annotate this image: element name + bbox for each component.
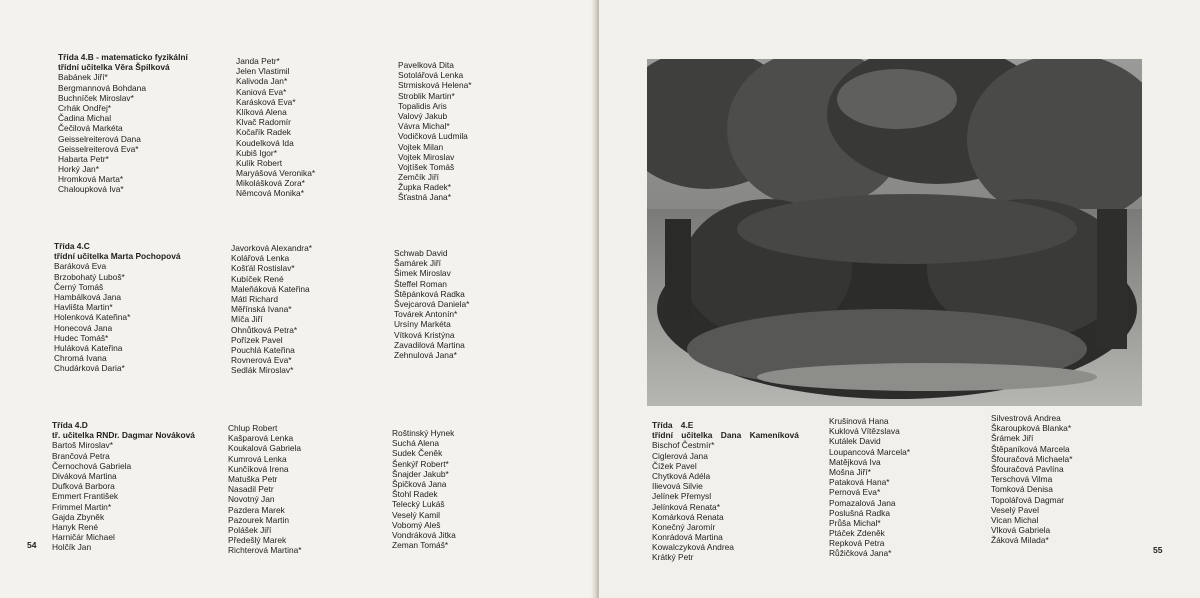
- list-item: Hanyk René: [52, 521, 99, 532]
- list-item: Bartoš Miroslav*: [52, 440, 113, 451]
- list-item: Šnajder Jakub*: [392, 468, 449, 479]
- class-b-column-1: [58, 52, 188, 195]
- list-item: Dufková Barbora: [52, 481, 115, 492]
- list-item: Továrek Antonín*: [394, 309, 458, 320]
- list-item: Župka Radek*: [398, 182, 452, 193]
- list-item: Janda Petr*: [236, 56, 280, 66]
- list-item: Špičková Jana: [392, 478, 447, 489]
- list-item: Krušinová Hana: [829, 416, 889, 426]
- list-item: Kubíček René: [231, 273, 284, 284]
- list-item: Vlková Gabriela: [991, 525, 1051, 536]
- list-item: Roštinský Hynek: [392, 428, 455, 438]
- list-item: Vobomý Aleš: [392, 519, 441, 530]
- list-item: Čížek Pavel: [652, 460, 697, 471]
- list-item: Němcová Monika*: [236, 188, 304, 199]
- list-item: Habarta Petr*: [58, 153, 109, 164]
- list-item: Chromá Ivana: [54, 353, 107, 364]
- list-item: Koukalová Gabriela: [228, 443, 302, 454]
- list-item: Pomazalová Jana: [829, 497, 896, 508]
- list-item: Šrámek Jiří: [991, 433, 1034, 444]
- list-item: Sudek Čeněk: [392, 448, 443, 459]
- list-item: Vodičková Ludmila: [398, 131, 468, 142]
- list-item: Horký Jan*: [58, 164, 99, 175]
- list-item: Šteffel Roman: [394, 278, 447, 289]
- list-item: Bischof Čestmír*: [652, 440, 715, 451]
- list-item: Štohl Radek: [392, 489, 438, 500]
- list-item: Klvač Radomír: [236, 117, 291, 128]
- list-item: Buchníček Miroslav*: [58, 92, 134, 103]
- list-item: Telecký Lukáš: [392, 499, 445, 510]
- list-item: Huláková Kateřina: [54, 342, 123, 353]
- class-e-column-1: [652, 420, 799, 563]
- list-item: Chytková Adéla: [652, 470, 711, 481]
- list-item: Chaloupková Iva*: [58, 184, 124, 195]
- list-item: Pataková Hana*: [829, 477, 890, 488]
- list-item: Terschová Vilma: [991, 474, 1053, 485]
- list-item: Sotolářová Lenka: [398, 70, 464, 81]
- list-item: Polášek Jiří: [228, 524, 272, 535]
- list-item: Šfouračová Michaela*: [991, 453, 1073, 464]
- list-item: Koudelková Ida: [236, 137, 294, 148]
- list-item: Loupancová Marcela*: [829, 446, 911, 457]
- list-item: Zavadilová Martina: [394, 339, 465, 350]
- list-item: Kašparová Lenka: [228, 433, 294, 444]
- list-item: Pazourek Martin: [228, 514, 289, 525]
- list-item: Pazdera Marek: [228, 504, 285, 515]
- class-c-column-1: [54, 241, 181, 373]
- list-item: Topalidis Aris: [398, 100, 447, 111]
- list-item: Richterová Martina*: [228, 545, 302, 556]
- list-item: Holčík Jan: [52, 542, 92, 553]
- list-item: Suchá Alena: [392, 438, 440, 449]
- list-item: Žáková Milada*: [991, 535, 1049, 546]
- class-e-heading: Třída 4.E: [652, 420, 694, 430]
- list-item: Vojtek Miroslav: [398, 151, 455, 162]
- list-item: Topolářová Dagmar: [991, 494, 1065, 505]
- list-item: Geisselreiterová Eva*: [58, 143, 139, 154]
- list-item: Černochová Gabriela: [52, 460, 132, 471]
- list-item: Čadina Michal: [58, 113, 112, 124]
- list-item: Krátký Petr: [652, 552, 694, 563]
- list-item: Crhák Ondřej*: [58, 102, 112, 113]
- list-item: Matějková Iva: [829, 456, 881, 467]
- list-item: Baráková Eva: [54, 261, 107, 272]
- list-item: Ciglerová Jana: [652, 450, 708, 461]
- list-item: Šenkýř Robert*: [392, 458, 449, 469]
- list-item: Valový Jakub: [398, 110, 448, 121]
- class-group-photo: [647, 59, 1142, 406]
- list-item: Hromková Marta*: [58, 174, 124, 185]
- list-item: Vítková Kristýna: [394, 329, 455, 340]
- list-item: Rovnerová Eva*: [231, 355, 292, 366]
- class-b-heading: Třída 4.B - matematicko fyzikální: [58, 52, 188, 62]
- class-b-column-3: [398, 60, 472, 203]
- list-item: Kuklová Vítězslava: [829, 426, 900, 437]
- list-item: Pavelková Dita: [398, 60, 454, 70]
- list-item: Mátl Richard: [231, 293, 279, 304]
- list-item: Schwab David: [394, 248, 448, 258]
- list-item: Chlup Robert: [228, 423, 278, 433]
- list-item: Kaniová Eva*: [236, 86, 287, 97]
- list-item: Vojtíšek Tomáš: [398, 161, 455, 172]
- list-item: Javorková Alexandra*: [231, 243, 313, 253]
- list-item: Škaroupková Blanka*: [991, 423, 1072, 434]
- class-c-heading: Třída 4.C: [54, 241, 90, 251]
- list-item: Klíková Alena: [236, 106, 287, 117]
- list-item: Strmisková Helena*: [398, 80, 472, 91]
- class-d-heading: Třída 4.D: [52, 420, 88, 430]
- list-item: Kunčíková Irena: [228, 463, 289, 474]
- list-item: Pernová Eva*: [829, 487, 881, 498]
- list-item: Kutálek David: [829, 436, 881, 447]
- list-item: Kowalczyková Andrea: [652, 542, 734, 553]
- left-page: [0, 0, 596, 598]
- class-d-teacher: tř. učitelka RNDr. Dagmar Nováková: [52, 430, 195, 441]
- list-item: Mikolášková Zora*: [236, 178, 305, 189]
- list-item: Kumrová Lenka: [228, 453, 287, 464]
- list-item: Kočařík Radek: [236, 127, 291, 138]
- page-number-right: 55: [1153, 545, 1163, 555]
- list-item: Ptáček Zdeněk: [829, 528, 885, 539]
- list-item: Diváková Martina: [52, 470, 117, 481]
- class-e-teacher: třídní učitelka Dana Kameníková: [652, 430, 799, 441]
- list-item: Vávra Michal*: [398, 121, 450, 132]
- list-item: Konečný Jaromír: [652, 521, 716, 532]
- list-item: Hudec Tomáš*: [54, 332, 109, 343]
- list-item: Měřínská Ivana*: [231, 304, 292, 315]
- class-b-column-2: [236, 56, 315, 199]
- list-item: Ursíny Markéta: [394, 319, 451, 330]
- list-item: Ilievová Silvie: [652, 481, 703, 492]
- list-item: Vojtek Milan: [398, 141, 444, 152]
- list-item: Kubiš Igor*: [236, 147, 277, 158]
- list-item: Holenková Kateřina*: [54, 312, 131, 323]
- list-item: Mošna Jiří*: [829, 466, 871, 477]
- list-item: Zehnulová Jana*: [394, 349, 457, 360]
- list-item: Černý Tomáš: [54, 281, 104, 292]
- list-item: Pořízek Pavel: [231, 334, 283, 345]
- list-item: Ohnůtková Petra*: [231, 324, 298, 335]
- list-item: Silvestrová Andrea: [991, 413, 1061, 423]
- list-item: Bergmannová Bohdana: [58, 82, 147, 93]
- list-item: Švejcarová Daniela*: [394, 298, 470, 309]
- list-item: Jelínková Renata*: [652, 501, 720, 512]
- class-d-column-1: [52, 420, 195, 552]
- list-item: Frimmel Martin*: [52, 501, 112, 512]
- class-c-column-3: [394, 248, 469, 360]
- list-item: Košťál Rostislav*: [231, 263, 295, 274]
- list-item: Předešlý Marek: [228, 535, 287, 546]
- list-item: Šfouračová Pavlína: [991, 463, 1064, 474]
- list-item: Maleňáková Kateřina: [231, 283, 310, 294]
- list-item: Emmert František: [52, 491, 119, 502]
- list-item: Zeman Tomáš*: [392, 540, 449, 551]
- list-item: Harničár Michael: [52, 532, 115, 543]
- list-item: Průša Michal*: [829, 517, 881, 528]
- class-d-column-3: [392, 428, 456, 550]
- list-item: Kulík Robert: [236, 157, 283, 168]
- list-item: Stroblik Martin*: [398, 90, 455, 101]
- list-item: Tomková Denisa: [991, 484, 1053, 495]
- list-item: Vican Michal: [991, 514, 1039, 525]
- list-item: Babánek Jiří*: [58, 72, 108, 83]
- list-item: Růžičková Jana*: [829, 548, 892, 559]
- class-c-teacher: třídní učitelka Marta Pochopová: [54, 251, 181, 262]
- list-item: Chudárková Daria*: [54, 363, 125, 374]
- list-item: Štěpaníková Marcela: [991, 443, 1070, 454]
- list-item: Čečilová Markéta: [58, 123, 123, 134]
- class-b-teacher: třídní učitelka Věra Špilková: [58, 62, 170, 73]
- list-item: Maryášová Veronika*: [236, 168, 316, 179]
- list-item: Sedlák Miroslav*: [231, 365, 294, 376]
- class-e-column-2: [829, 416, 910, 559]
- list-item: Komárková Renata: [652, 511, 724, 522]
- page-number-left: 54: [27, 540, 37, 550]
- list-item: Veselý Kamil: [392, 509, 440, 520]
- class-e-column-3: [991, 413, 1072, 545]
- list-item: Havlišta Martin*: [54, 302, 113, 313]
- list-item: Jelínek Přemysl: [652, 491, 712, 502]
- list-item: Repková Petra: [829, 538, 885, 549]
- list-item: Jelen Vlastimil: [236, 66, 290, 77]
- list-item: Honecová Jana: [54, 322, 113, 333]
- list-item: Štěpánková Radka: [394, 288, 465, 299]
- list-item: Karásková Eva*: [236, 96, 296, 107]
- list-item: Vondráková Jitka: [392, 529, 456, 540]
- list-item: Nasadil Petr: [228, 484, 274, 495]
- list-item: Šťastná Jana*: [398, 192, 451, 203]
- list-item: Matuška Petr: [228, 473, 278, 484]
- list-item: Novotný Jan: [228, 494, 275, 505]
- list-item: Veselý Pavel: [991, 504, 1039, 515]
- list-item: Míča Jiří: [231, 314, 263, 325]
- list-item: Geisselreiterová Dana: [58, 133, 141, 144]
- list-item: Šamárek Jiří: [394, 258, 442, 269]
- list-item: Zemčík Jiří: [398, 172, 439, 183]
- list-item: Šimek Miroslav: [394, 268, 451, 279]
- list-item: Kolářová Lenka: [231, 253, 290, 264]
- list-item: Hambálková Jana: [54, 291, 122, 302]
- class-d-column-2: [228, 423, 302, 555]
- list-item: Poslušná Radka: [829, 507, 890, 518]
- list-item: Kalivoda Jan*: [236, 76, 288, 87]
- list-item: Konrádová Martina: [652, 532, 723, 543]
- list-item: Brančová Petra: [52, 450, 110, 461]
- list-item: Pouchlá Kateřina: [231, 344, 295, 355]
- list-item: Brzobohatý Luboš*: [54, 271, 125, 282]
- class-c-column-2: [231, 243, 312, 375]
- list-item: Gajda Zbyněk: [52, 511, 105, 522]
